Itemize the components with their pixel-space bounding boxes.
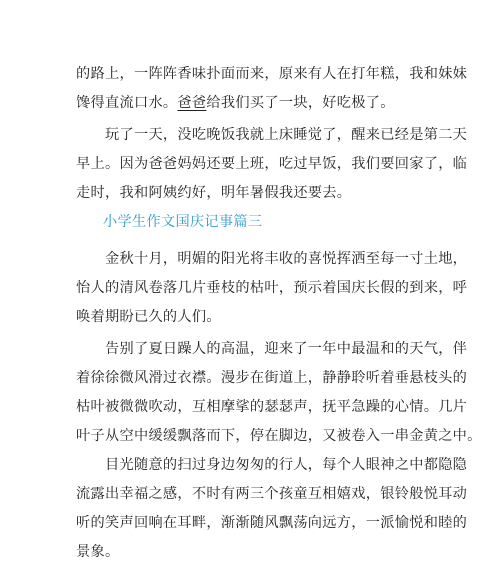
text-line: 叶子从空中缓缓飘落而下，停在脚边，又被卷入一串金黄之中。 [76, 428, 482, 444]
paragraph-2 [76, 121, 468, 208]
paragraph-1 [76, 60, 468, 118]
text-line: 告别了夏日躁人的高温，迎来了一年中最温和的天气，伴 [76, 341, 468, 357]
text-line: 走时，我和阿姨约好，明年暑假我还要去。 [76, 185, 352, 201]
text-span: 给我们买了一块，好吃极了。 [206, 95, 395, 111]
text-line [76, 89, 426, 118]
text-line: 早上。因为爸爸妈妈还要上班，吃过早饭，我们要回家了，临 [76, 156, 468, 172]
text-line: 玩了一天，没吃晚饭我就上床睡觉了，醒来已经是第二天 [76, 127, 468, 143]
text-line: 唤着期盼已久的人们。 [76, 309, 221, 325]
section-heading: 小学生作文国庆记事篇三 [103, 214, 263, 230]
text-line: 景象。 [76, 544, 120, 560]
text-line: 听的笑声回响在耳畔，渐渐随风飘荡向远方，一派愉悦和睦的 [76, 515, 468, 531]
text-line: 金秋十月，明媚的阳光将丰收的喜悦挥洒至每一寸土地， [76, 251, 468, 267]
text-line: 着徐徐微风滑过衣襟。漫步在街道上，静静聆听着垂悬枝头的 [76, 370, 468, 386]
underlined-word-link[interactable]: 爸爸 [177, 95, 207, 111]
paragraph-5 [76, 451, 468, 567]
text-line: 的路上，一阵阵香味扑面而来，原来有人在打年糕，我和妹妹 [76, 66, 468, 82]
text-span: 馋得直流口水。 [76, 95, 178, 111]
text-line: 怡人的清风卷落几片垂枝的枯叶，预示着国庆长假的到来，呼 [76, 280, 468, 296]
text-line: 流露出幸福之感，不时有两三个孩童互相嬉戏，银铃般悦耳动 [76, 486, 468, 502]
text-line: 枯叶被微微吹动，互相摩挲的瑟瑟声，抚平急躁的心情。几片 [76, 399, 468, 415]
paragraph-4 [76, 335, 482, 451]
paragraph-3 [76, 245, 468, 332]
text-line: 目光随意的扫过身边匆匆的行人，每个人眼神之中都隐隐 [76, 457, 468, 473]
